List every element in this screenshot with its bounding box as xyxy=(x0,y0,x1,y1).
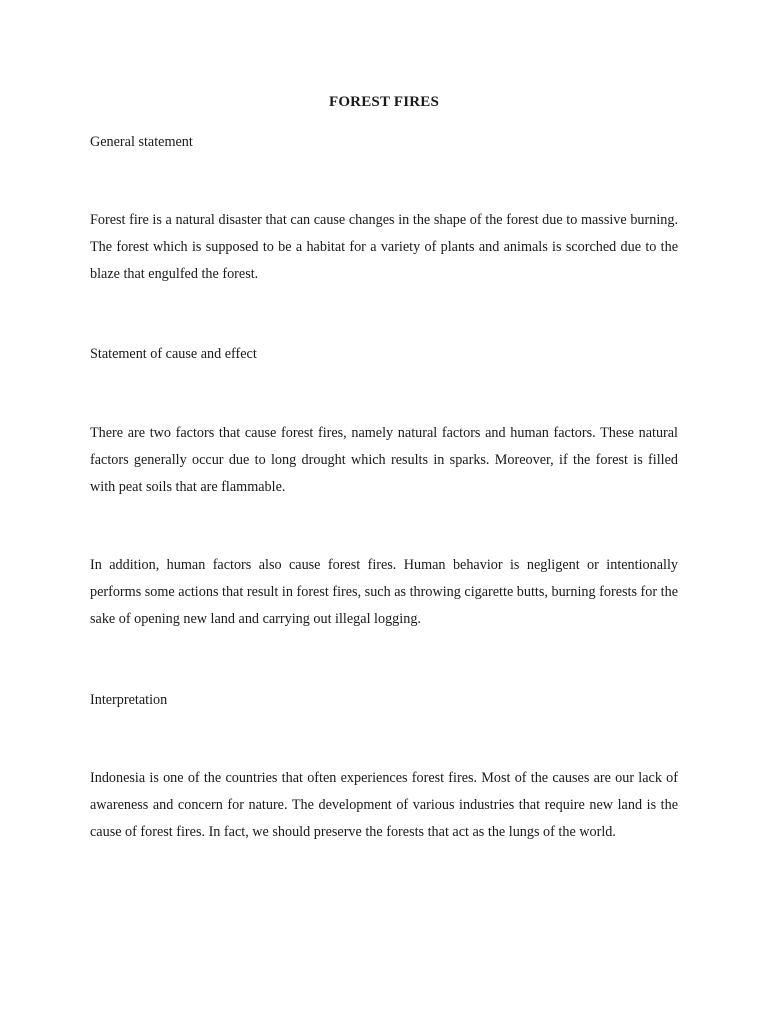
paragraph-general-statement: Forest fire is a natural disaster that can cause changes in the shape of the forest due to massive burning. The forest which is supposed to be a habitat for a variety of plants and animals is scorched due to the blaze that engulfed the forest. xyxy=(90,212,678,282)
paragraph-natural-factors: There are two factors that cause forest fires, namely natural factors and human factors. These natural factors generally occur due to long drought which results in sparks. Moreover, if the forest is filled with peat soils that are flammable. xyxy=(90,425,678,495)
document-title: FOREST FIRES xyxy=(328,94,440,110)
section-heading-cause-and-effect: Statement of cause and effect xyxy=(90,346,257,362)
paragraph-interpretation: Indonesia is one of the countries that often experiences forest fires. Most of the causes are our lack of awareness and concern for nature. The development of various industries that require new land is the cause of forest fires. In fact, we should preserve the forests that act as the lungs of the world. xyxy=(90,770,678,840)
section-heading-interpretation: Interpretation xyxy=(90,692,168,708)
section-heading-general-statement: General statement xyxy=(90,134,193,150)
paragraph-human-factors: In addition, human factors also cause forest fires. Human behavior is negligent or intentionally performs some actions that result in forest fires, such as throwing cigarette butts, burning forests for the sake of opening new land and carrying out illegal logging. xyxy=(90,557,678,627)
